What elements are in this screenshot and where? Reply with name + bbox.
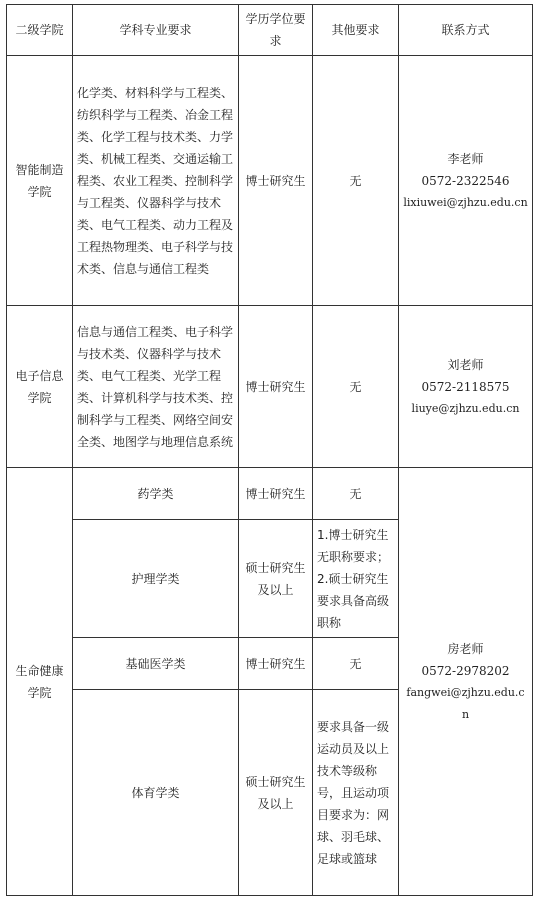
degree-cell: 硕士研究生及以上 xyxy=(239,520,313,638)
majors-cell: 化学类、材料科学与工程类、纺织科学与工程类、冶金工程类、化学工程与技术类、力学类、机械工程类、交通运输工程类、农业工程类、控制科学与工程类、仪器科学与技术类、电气工程类、动力工程及工程热物理类、电子科学与技术类、信息与通信工程类 xyxy=(73,56,239,306)
table-row xyxy=(7,468,533,520)
other-requirements-cell: 无 xyxy=(313,306,399,468)
contact-phone: 0572-2322546 xyxy=(421,173,510,188)
other-requirements-cell: 无 xyxy=(313,638,399,690)
majors-cell: 体育学类 xyxy=(73,690,239,896)
degree-cell: 博士研究生 xyxy=(239,468,313,520)
header-degree: 学历学位要求 xyxy=(239,5,313,56)
table-row xyxy=(7,56,533,306)
degree-cell: 博士研究生 xyxy=(239,638,313,690)
table-header-row xyxy=(7,5,533,56)
contact-phone: 0572-2978202 xyxy=(421,663,510,678)
contact-cell xyxy=(399,56,533,306)
college-cell: 电子信息学院 xyxy=(7,306,73,468)
contact-cell xyxy=(399,468,533,896)
college-cell: 生命健康学院 xyxy=(7,468,73,896)
header-majors: 学科专业要求 xyxy=(73,5,239,56)
majors-cell: 基础医学类 xyxy=(73,638,239,690)
contact-phone: 0572-2118575 xyxy=(421,379,510,394)
contact-name: 李老师 xyxy=(447,151,484,166)
contact-email: fangwei@zjhzu.edu.cn xyxy=(406,685,525,721)
contact-name: 房老师 xyxy=(447,641,484,656)
degree-cell: 硕士研究生及以上 xyxy=(239,690,313,896)
contact-name: 刘老师 xyxy=(447,357,484,372)
college-cell: 智能制造学院 xyxy=(7,56,73,306)
header-contact: 联系方式 xyxy=(399,5,533,56)
contact-email: liuye@zjhzu.edu.cn xyxy=(411,401,520,415)
degree-cell: 博士研究生 xyxy=(239,306,313,468)
header-college: 二级学院 xyxy=(7,5,73,56)
recruitment-table xyxy=(6,4,533,896)
majors-cell: 药学类 xyxy=(73,468,239,520)
majors-cell: 信息与通信工程类、电子科学与技术类、仪器科学与技术类、电气工程类、光学工程类、计算机科学与技术类、控制科学与工程类、网络空间安全类、地图学与地理信息系统 xyxy=(73,306,239,468)
contact-cell xyxy=(399,306,533,468)
contact-email: lixiuwei@zjhzu.edu.cn xyxy=(403,195,528,209)
header-other: 其他要求 xyxy=(313,5,399,56)
degree-cell: 博士研究生 xyxy=(239,56,313,306)
other-requirements-cell: 要求具备一级运动员及以上技术等级称号，且运动项目要求为：网球、羽毛球、足球或篮球 xyxy=(313,690,399,896)
majors-cell: 护理学类 xyxy=(73,520,239,638)
other-requirements-cell: 无 xyxy=(313,56,399,306)
table-row xyxy=(7,306,533,468)
other-requirements-cell: 无 xyxy=(313,468,399,520)
other-requirements-cell: 1.博士研究生无职称要求；2.硕士研究生要求具备高级职称 xyxy=(313,520,399,638)
